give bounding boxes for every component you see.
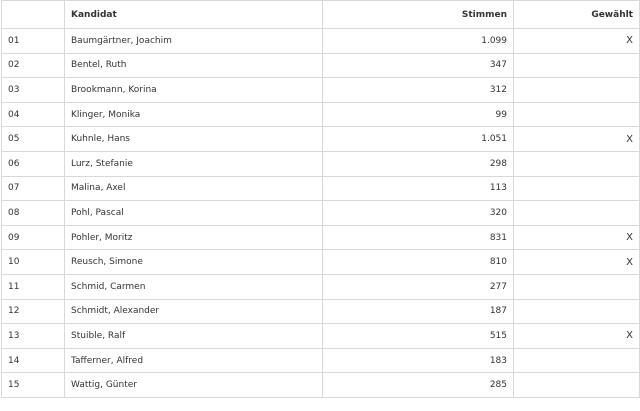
elected-mark — [514, 201, 640, 226]
elected-mark — [514, 78, 640, 103]
candidate-name: Wattig, Günter — [65, 373, 323, 398]
candidate-name: Schmidt, Alexander — [65, 299, 323, 324]
election-results-table — [1, 0, 640, 398]
row-number: 14 — [2, 348, 65, 373]
vote-count: 187 — [323, 299, 514, 324]
row-number: 06 — [2, 151, 65, 176]
row-number: 01 — [2, 29, 65, 54]
candidate-name: Schmid, Carmen — [65, 274, 323, 299]
vote-count: 183 — [323, 348, 514, 373]
table-row — [2, 324, 640, 349]
header-elected: Gewählt — [514, 1, 640, 29]
elected-mark — [514, 274, 640, 299]
row-number: 05 — [2, 127, 65, 152]
elected-mark — [514, 373, 640, 398]
table-row — [2, 102, 640, 127]
row-number: 02 — [2, 53, 65, 78]
vote-count: 277 — [323, 274, 514, 299]
vote-count: 1.099 — [323, 29, 514, 54]
candidate-name: Bentel, Ruth — [65, 53, 323, 78]
vote-count: 831 — [323, 225, 514, 250]
table-row — [2, 348, 640, 373]
row-number: 09 — [2, 225, 65, 250]
candidate-name: Stuible, Ralf — [65, 324, 323, 349]
elected-mark: X — [514, 29, 640, 54]
header-votes: Stimmen — [323, 1, 514, 29]
table-row — [2, 250, 640, 275]
header-number — [2, 1, 65, 29]
candidate-name: Pohler, Moritz — [65, 225, 323, 250]
table-row — [2, 176, 640, 201]
vote-count: 320 — [323, 201, 514, 226]
row-number: 08 — [2, 201, 65, 226]
table-body — [2, 29, 640, 398]
table-row — [2, 53, 640, 78]
vote-count: 515 — [323, 324, 514, 349]
elected-mark — [514, 53, 640, 78]
elected-mark — [514, 102, 640, 127]
candidate-name: Lurz, Stefanie — [65, 151, 323, 176]
table-row — [2, 151, 640, 176]
header-candidate: Kandidat — [65, 1, 323, 29]
header-row — [2, 1, 640, 29]
vote-count: 347 — [323, 53, 514, 78]
row-number: 07 — [2, 176, 65, 201]
vote-count: 99 — [323, 102, 514, 127]
vote-count: 810 — [323, 250, 514, 275]
table-row — [2, 299, 640, 324]
table-row — [2, 29, 640, 54]
table-row — [2, 274, 640, 299]
vote-count: 1.051 — [323, 127, 514, 152]
candidate-name: Baumgärtner, Joachim — [65, 29, 323, 54]
candidate-name: Malina, Axel — [65, 176, 323, 201]
table-row — [2, 127, 640, 152]
vote-count: 298 — [323, 151, 514, 176]
table-row — [2, 225, 640, 250]
candidate-name: Kuhnle, Hans — [65, 127, 323, 152]
candidate-name: Tafferner, Alfred — [65, 348, 323, 373]
table-row — [2, 78, 640, 103]
row-number: 13 — [2, 324, 65, 349]
row-number: 11 — [2, 274, 65, 299]
candidate-name: Brookmann, Korina — [65, 78, 323, 103]
elected-mark: X — [514, 127, 640, 152]
elected-mark: X — [514, 225, 640, 250]
table-header — [2, 1, 640, 29]
row-number: 10 — [2, 250, 65, 275]
elected-mark — [514, 176, 640, 201]
vote-count: 113 — [323, 176, 514, 201]
table-row — [2, 373, 640, 398]
candidate-name: Pohl, Pascal — [65, 201, 323, 226]
elected-mark — [514, 151, 640, 176]
elected-mark — [514, 299, 640, 324]
vote-count: 312 — [323, 78, 514, 103]
elected-mark — [514, 348, 640, 373]
row-number: 12 — [2, 299, 65, 324]
row-number: 04 — [2, 102, 65, 127]
vote-count: 285 — [323, 373, 514, 398]
candidate-name: Klinger, Monika — [65, 102, 323, 127]
row-number: 15 — [2, 373, 65, 398]
table-row — [2, 201, 640, 226]
elected-mark: X — [514, 250, 640, 275]
candidate-name: Reusch, Simone — [65, 250, 323, 275]
row-number: 03 — [2, 78, 65, 103]
elected-mark: X — [514, 324, 640, 349]
